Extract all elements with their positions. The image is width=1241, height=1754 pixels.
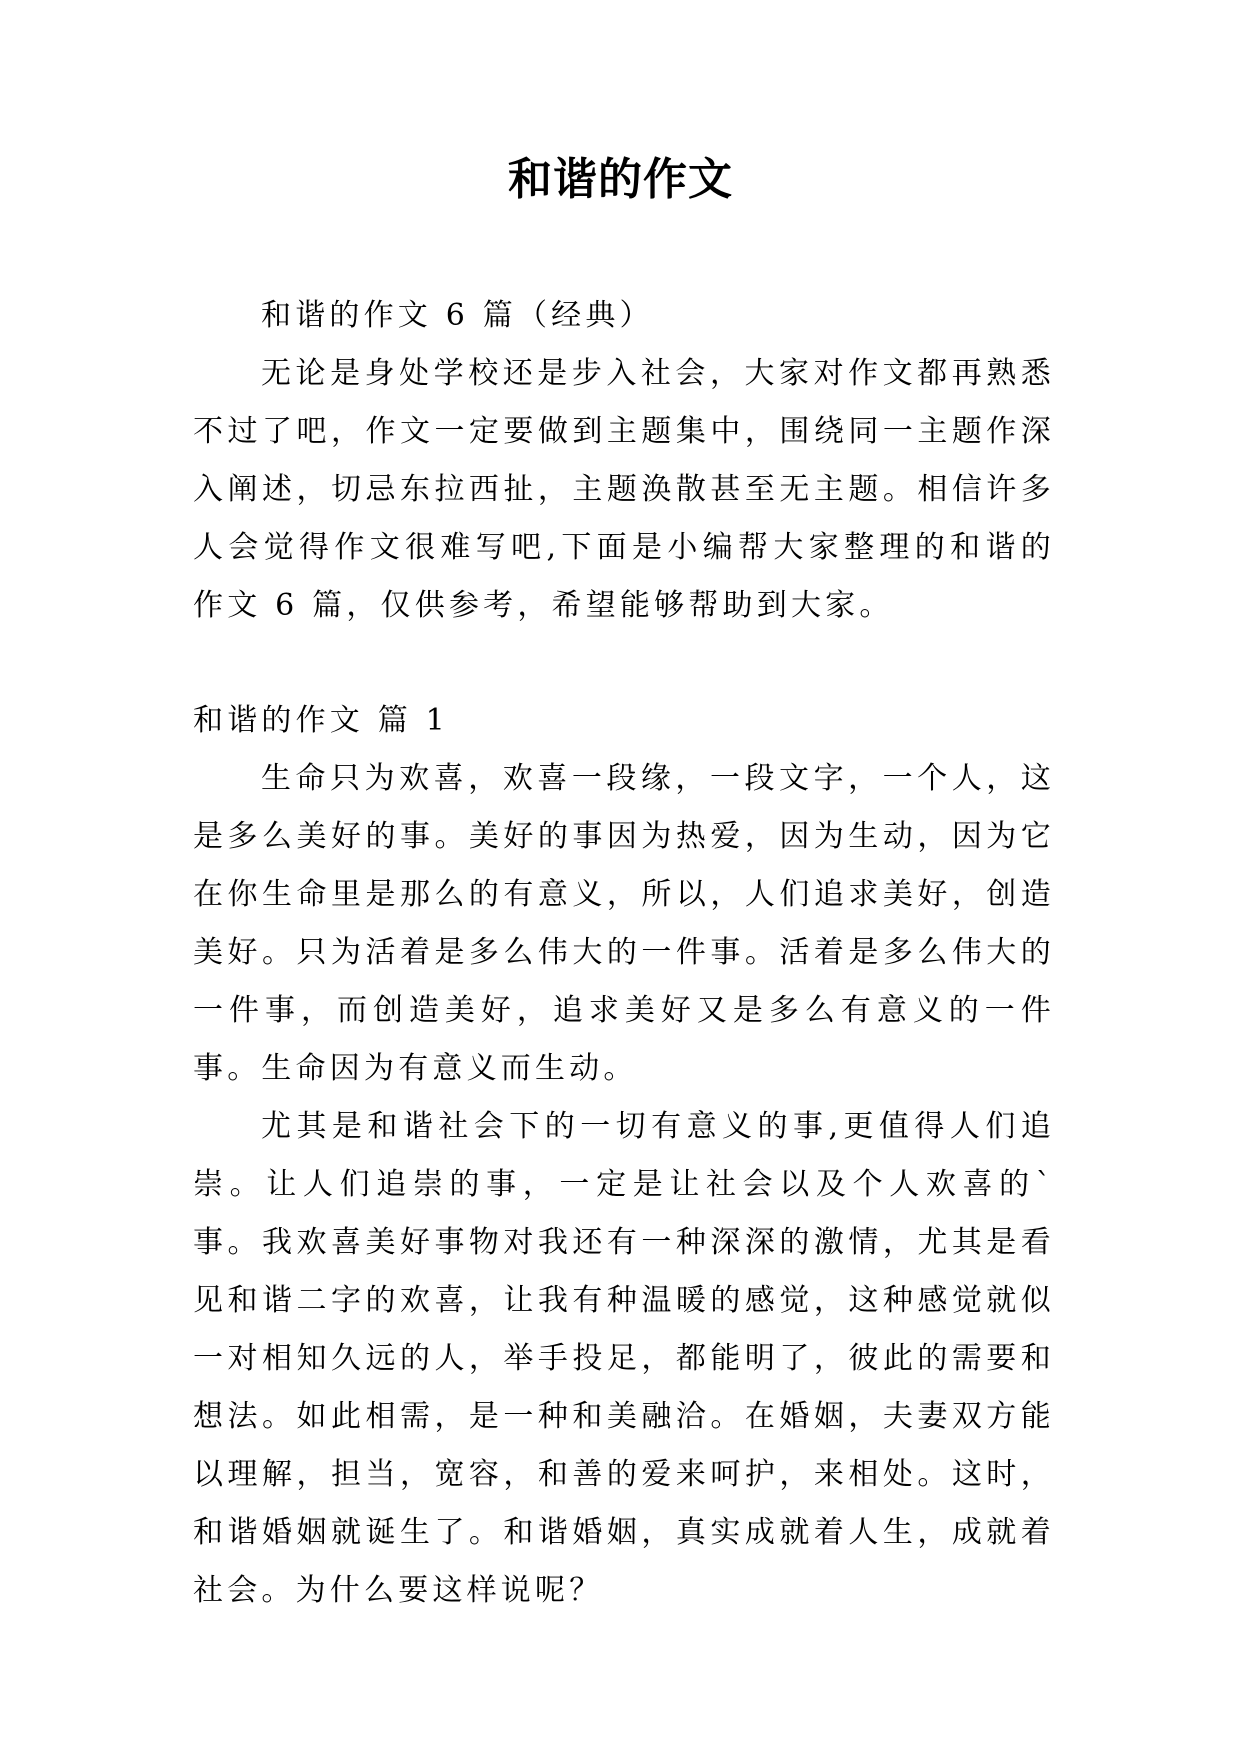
document-subtitle: 和谐的作文 6 篇（经典） — [261, 298, 654, 333]
intro-paragraph: 无论是身处学校还是步入社会，大家对作文都再熟悉不过了吧，作文一定要做到主题集中，围绕同一主题作深入阐述，切忌东拉西扯，主题涣散甚至无主题。相信许多人会觉得作文很难写吧,下面是小编帮大家整理的和谐的作文 6 篇，仅供参考，希望能够帮助到大家。 — [193, 356, 1055, 623]
section-heading: 和谐的作文 篇 1 — [193, 703, 449, 738]
intro-block — [193, 287, 1055, 635]
section-paragraph: 尤其是和谐社会下的一切有意义的事,更值得人们追崇。让人们追崇的事，一定是让社会以及个人欢喜的`事。我欢喜美好事物对我还有一种深深的激情，尤其是看见和谐二字的欢喜，让我有种温暖的感觉，这种感觉就似一对相知久远的人，举手投足，都能明了，彼此的需要和想法。如此相需，是一种和美融洽。在婚姻，夫妻双方能以理解，担当，宽容，和善的爱来呵护，来相处。这时，和谐婚姻就诞生了。和谐婚姻，真实成就着人生，成就着社会。为什么要这样说呢？ — [193, 1109, 1055, 1608]
document-title: 和谐的作文 — [508, 154, 733, 205]
section-paragraph: 生命只为欢喜，欢喜一段缘，一段文字，一个人，这是多么美好的事。美好的事因为热爱，因为生动，因为它在你生命里是那么的有意义，所以，人们追求美好，创造美好。只为活着是多么伟大的一件事。活着是多么伟大的一件事，而创造美好，追求美好又是多么有意义的一件事。生命因为有意义而生动。 — [193, 761, 1055, 1086]
section-1 — [193, 692, 1055, 1620]
